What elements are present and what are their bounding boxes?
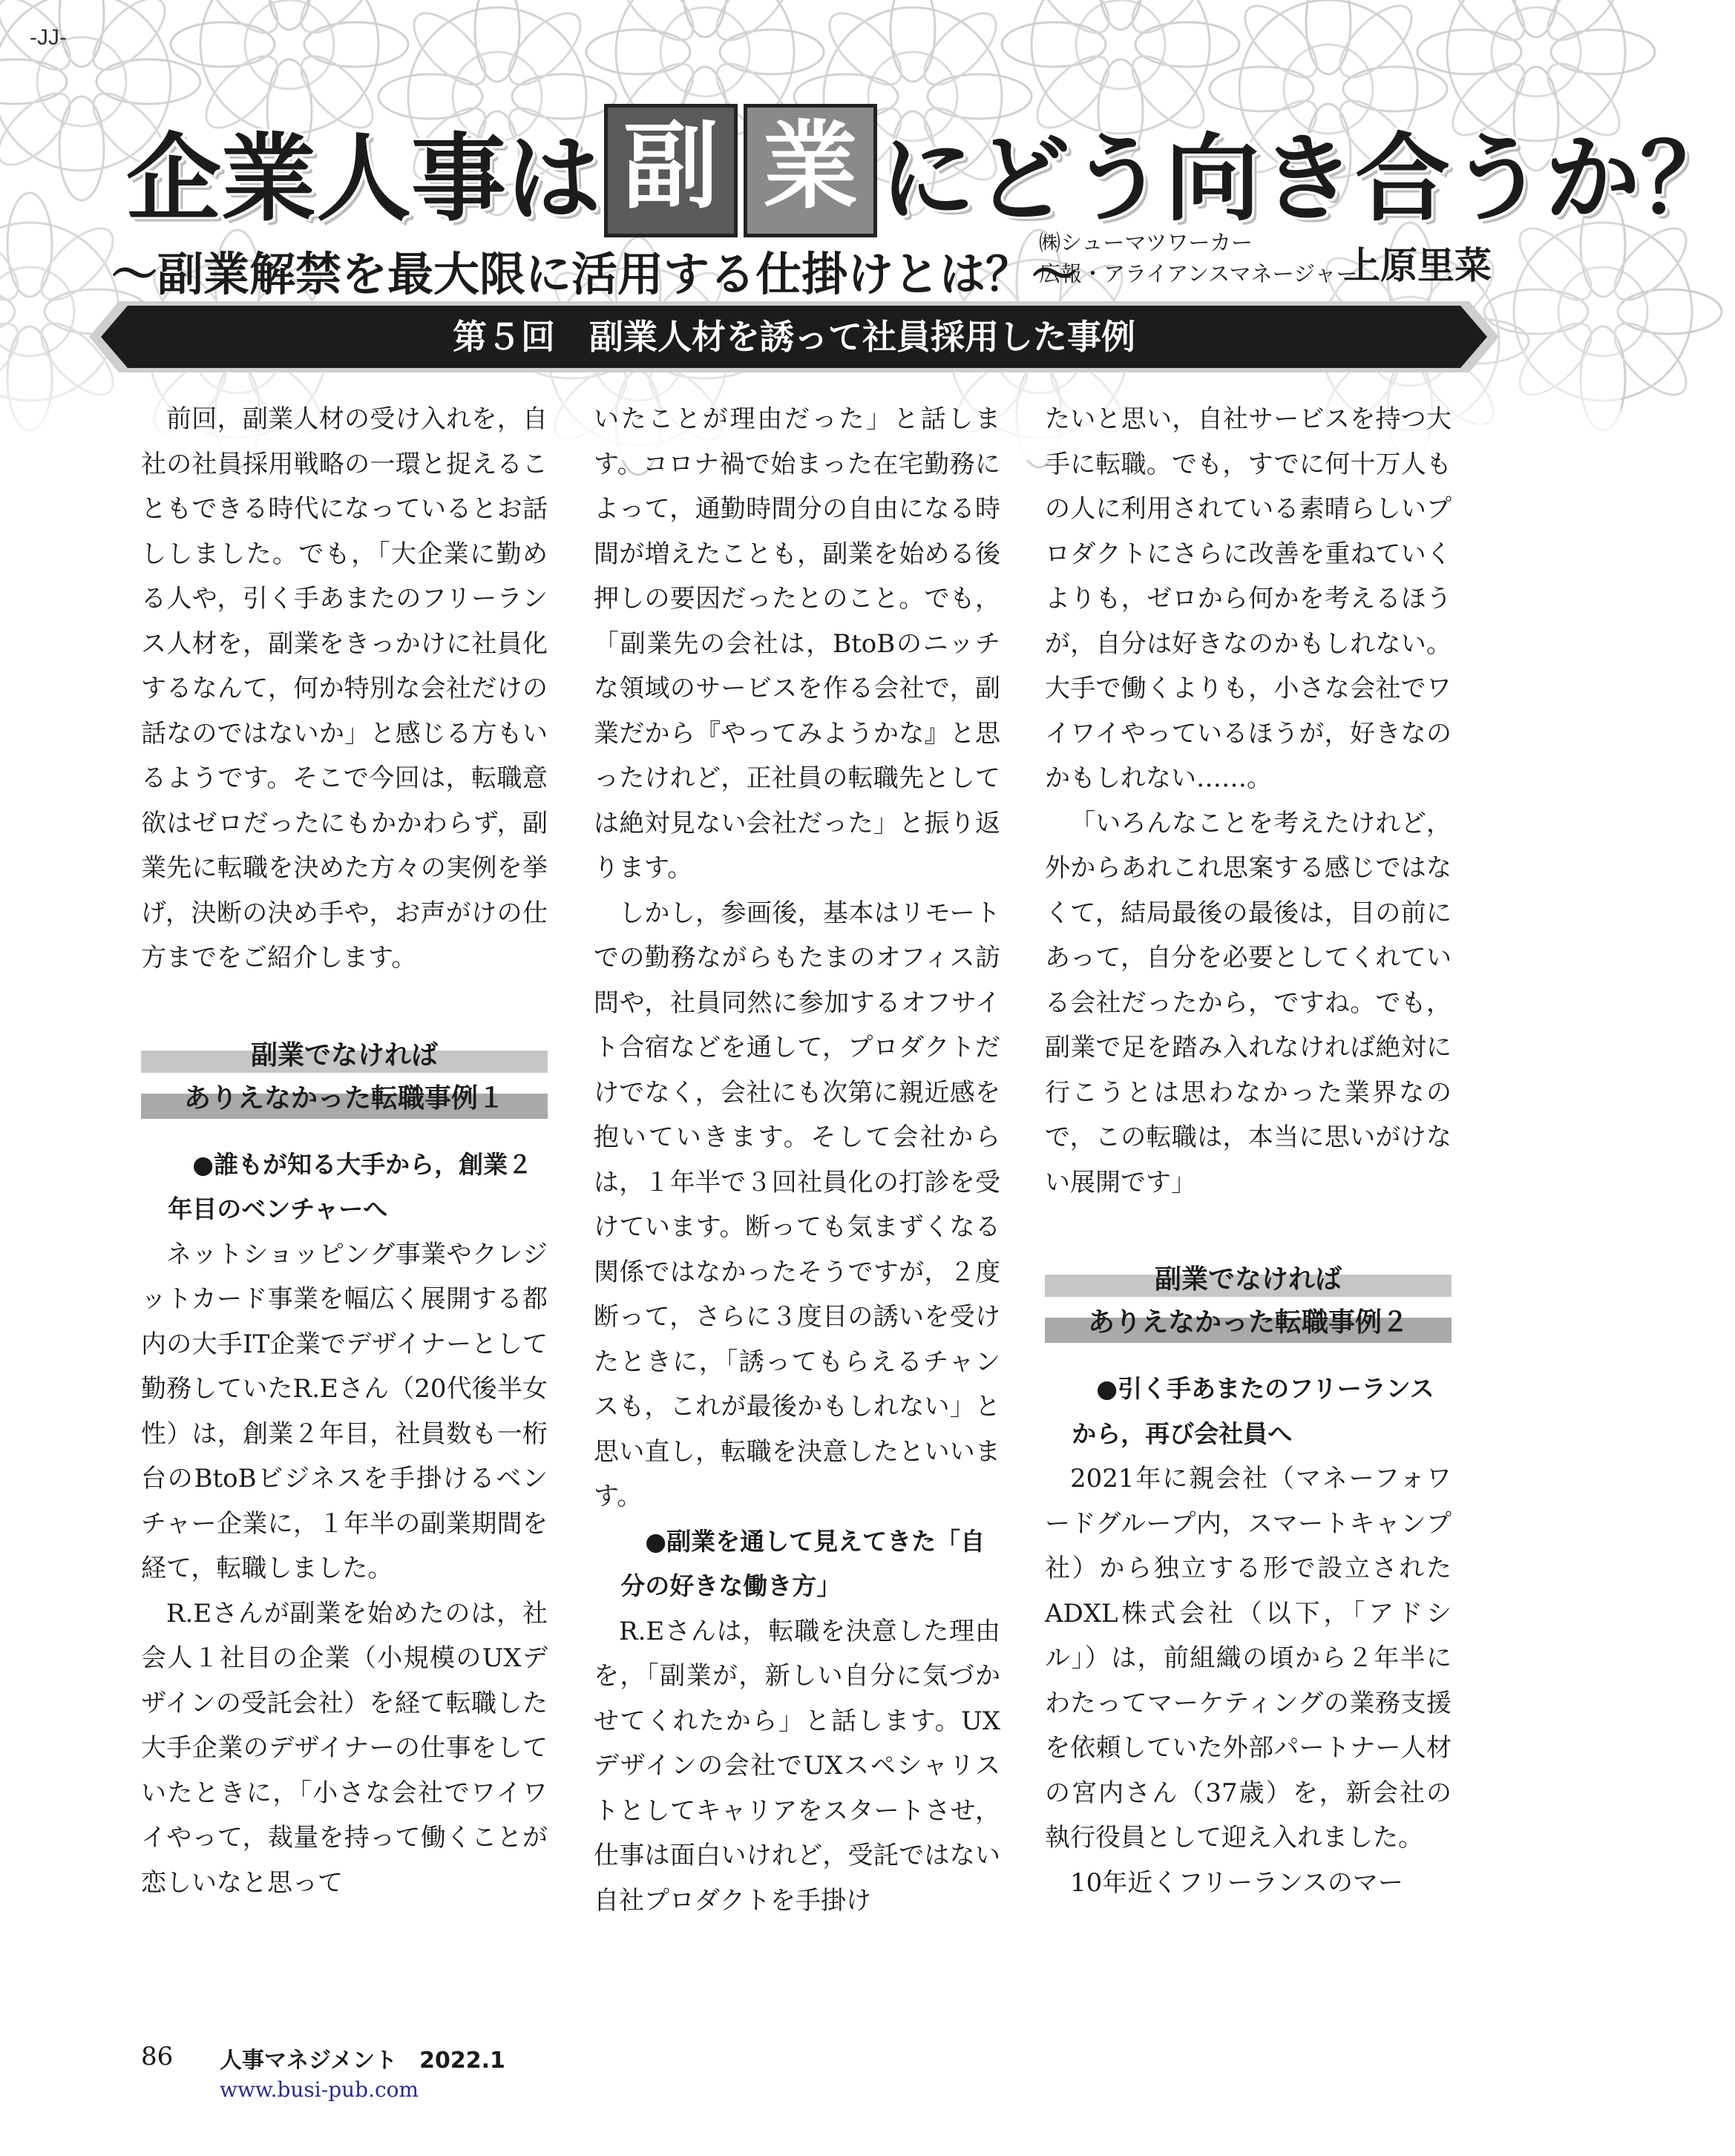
section-heading-line-2: ありえなかった転職事例１: [183, 1082, 505, 1114]
section-heading-line-2: ありえなかった転職事例２: [1087, 1307, 1408, 1338]
subheading-bullet-1: ●誰もが知る大手から，創業２年目のベンチャーへ: [168, 1149, 533, 1223]
body-paragraph: たいと思い，自社サービスを持つ大手に転職。でも，すでに何十万人もの人に利用されている素晴らしいプロダクトにさらに改善を重ねていくよりも，ゼロから何かを考えるほうが，自分は好きなのかもしれない。大手で働くよりも，小さな会社でワイワイやっているほうが，好きなのかもしれない……。: [1045, 404, 1452, 793]
body-paragraph: 10年近くフリーランスのマー: [1070, 1867, 1403, 1898]
body-paragraph: ネットショッピング事業やクレジットカード事業を幅広く展開する都内の大手IT企業でデザイナーとして勤務していたR.Eさん（20代後半女性）は，創業２年目，社員数も一桁台のBtoBビジネスを手掛けるベンチャー企業に，１年半の副業期間を経て，転職しました。: [141, 1239, 548, 1583]
body-paragraph: いたことが理由だった」と話します。コロナ禍で始まった在宅勤務によって，通勤時間分の自由になる時間が増えたことも，副業を始める後押しの要因だったとのこと。でも，「副業先の会社は，BtoBのニッチな領域のサービスを作る会社で，副業だから『やってみようかな』と思ったけれど，正社員の転職先としては絶対見ない会社だった」と振り返ります。: [594, 404, 1000, 883]
page-number: 86: [141, 2042, 174, 2071]
title-part-1: 企業人事は: [126, 124, 602, 234]
body-paragraph: しかし，参画後，基本はリモートでの勤務ながらもたまのオフィス訪問や，社員同然に参加するオフサイト合宿などを通して，プロダクトだけでなく，会社にも次第に親近感を抱いていきます。そして会社からは，１年半で３回社員化の打診を受けています。断っても気まずくなる関係ではなかったそうですが，２度断って，さらに３度目の誘いを受けたときに，「誘ってもらえるチャンスも，これが最後かもしれない」と思い直し，転職を決意したといいます。: [594, 898, 1000, 1511]
title-box-gyo: 業: [744, 104, 877, 237]
header-marker: -JJ-: [30, 25, 67, 50]
subheading-bullet-2: ●副業を通して見えてきた「自分の好きな働き方」: [620, 1526, 985, 1600]
episode-banner-title: 第５回 副業人材を誘って社員採用した事例: [453, 317, 1135, 357]
section-heading-case-1: [141, 1034, 548, 1137]
author-company: ㈱シューマツワーカー: [1039, 230, 1253, 255]
author-role: 広報・アライアンスマネージャー: [1039, 261, 1358, 286]
section-heading-line-1: 副業でなければ: [250, 1039, 438, 1071]
publisher-url[interactable]: www.busi-pub.com: [220, 2077, 419, 2102]
article-column-2: [594, 397, 1000, 1923]
article-column-1: [141, 397, 548, 1905]
article-column-3: [1045, 397, 1452, 1905]
body-paragraph: R.Eさんが副業を始めたのは，社会人１社目の企業（小規模のUXデザインの受託会社）を経て転職した大手企業のデザイナーの仕事をしていたときに，「小さな会社でワイワイやって，裁量を持って働くことが恋しいなと思って: [141, 1598, 548, 1898]
article-subtitle: 〜副業解禁を最大限に活用する仕掛けとは？〜: [111, 247, 1078, 301]
magazine-name: 人事マネジメント 2022.1: [220, 2048, 505, 2074]
author-affiliation: [1039, 227, 1358, 289]
intro-paragraph: 前回，副業人材の受け入れを，自社の社員採用戦略の一環と捉えることもできる時代になっているとお話ししました。でも，「大企業に勤める人や，引く手あまたのフリーランス人材を，副業をきっかけに社員化するなんて，何か特別な会社だけの話なのではないか」と感じる方もいるようです。そこで今回は，転職意欲はゼロだったにもかかわらず，副業先に転職を決めた方々の実例を挙げ，決断の決め手や，お声がけの仕方までをご紹介します。: [141, 404, 548, 973]
body-paragraph: R.Eさんは，転職を決意した理由を，「副業が，新しい自分に気づかせてくれたから」と話します。UXデザインの会社でUXスペシャリストとしてキャリアをスタートさせ，仕事は面白いけれど，受託ではない自社プロダクトを手掛け: [594, 1616, 1000, 1916]
article-title: [126, 104, 1735, 237]
author-name: 上原里菜: [1343, 244, 1492, 287]
title-part-2: にどう向き合うか？: [880, 124, 1735, 234]
body-paragraph: 「いろんなことを考えたけれど，外からあれこれ思案する感じではなくて，結局最後の最後は，目の前にあって，自分を必要としてくれている会社だったから，ですね。でも，副業で足を踏み入れなければ絶対に行こうとは思わなかった業界なので，この転職は，本当に思いがけない展開です」: [1045, 808, 1452, 1197]
subheading-bullet-3: ●引く手あまたのフリーランスから，再び会社員へ: [1072, 1374, 1434, 1448]
section-heading-line-1: 副業でなければ: [1154, 1264, 1342, 1295]
title-box-fuku: 副: [604, 104, 738, 237]
section-heading-case-2: [1045, 1258, 1452, 1361]
body-paragraph: 2021年に親会社（マネーフォワードグループ内，スマートキャンプ社）から独立する形で設立されたADXL株式会社（以下，「アドシル」）は，前組織の頃から２年半にわたってマーケティングの業務支援を依頼していた外部パートナー人材の宮内さん（37歳）を，新会社の執行役員として迎え入れました。: [1045, 1464, 1452, 1853]
